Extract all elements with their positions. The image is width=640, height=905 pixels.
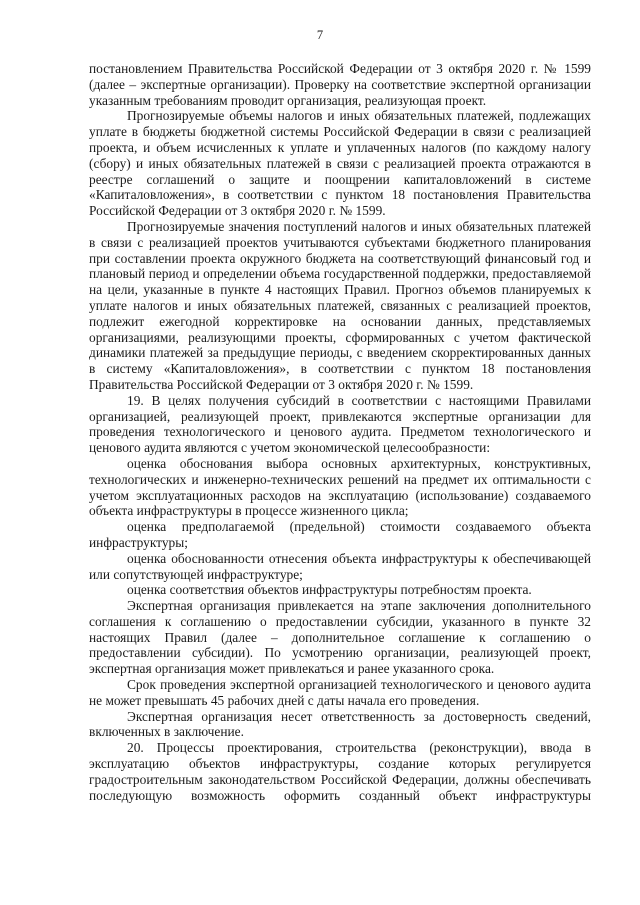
paragraph: постановлением Правительства Российской Федерации от 3 октября 2020 г. № 1599 (далее – экспертные организации). Проверку на соответствие экспертной организации указанным требованиям проводит организация, реализующая проект. bbox=[89, 61, 591, 108]
paragraph: Экспертная организация привлекается на этапе заключения дополнительного соглашения к соглашению о предоставлении субсидии, указанного в пункте 32 настоящих Правил (далее – дополнительное соглашение к соглашению о предоставлении субсидии). По усмотрению организации, реализующей проект, экспертная организация может привлекаться и ранее указанного срока. bbox=[89, 598, 591, 677]
paragraph: Прогнозируемые объемы налогов и иных обязательных платежей, подлежащих уплате в бюджеты бюджетной системы Российской Федерации в связи с реализацией проекта, и объем исчисленных к уплате и уплаченных налогов (по каждому налогу (сбору) и иных обязательных платежей в связи с реализацией проекта отражаются в реестре соглашений о защите и поощрении капиталовложений в системе «Капиталовложения», в соответствии с пунктом 18 постановления Правительства Российской Федерации от 3 октября 2020 г. № 1599. bbox=[89, 108, 591, 219]
document-body bbox=[89, 61, 591, 803]
page-number: 7 bbox=[316, 28, 324, 42]
paragraph: оценка предполагаемой (предельной) стоимости создаваемого объекта инфраструктуры; bbox=[89, 519, 591, 550]
paragraph: оценка обоснованности отнесения объекта инфраструктуры к обеспечивающей или сопутствующей инфраструктуре; bbox=[89, 550, 591, 582]
paragraph: 19. В целях получения субсидий в соответствии с настоящими Правилами организацией, реализующей проект, привлекаются экспертные организации для проведения технологического и ценового аудита. Предметом технологического и ценового аудита являются с учетом экономической целесообразности: bbox=[89, 392, 591, 456]
paragraph: 20. Процессы проектирования, строительства (реконструкции), ввода в эксплуатацию объектов инфраструктуры, создание которых регулируется градостроительным законодательством Российской Федерации, должны обеспечивать последующую возможность оформить созданный объект инфраструктуры bbox=[89, 740, 591, 803]
paragraph: Экспертная организация несет ответственность за достоверность сведений, включенных в заключение. bbox=[89, 708, 591, 740]
paragraph: Прогнозируемые значения поступлений налогов и иных обязательных платежей в связи с реализацией проектов учитываются субъектами бюджетного планирования при составлении проекта окружного бюджета на соответствующий финансовый год и плановый период и определении объема государственной поддержки, предоставляемой на цели, указанные в пункте 4 настоящих Правил. Прогноз объемов планируемых к уплате налогов и иных обязательных платежей, связанных с реализацией проектов, подлежит ежегодной корректировке на основании данных, представляемых организациями, реализующими проекты, сформированных с учетом фактической динамики платежей за предыдущие периоды, с введением скорректированных данных в систему «Капиталовложения», в соответствии с пунктом 18 постановления Правительства Российской Федерации от 3 октября 2020 г. № 1599. bbox=[89, 218, 591, 392]
paragraph: оценка обоснования выбора основных архитектурных, конструктивных, технологических и инженерно-технических решений на предмет их оптимальности с учетом эксплуатационных расходов на эксплуатацию (использование) создаваемого объекта инфраструктуры в процессе жизненного цикла; bbox=[89, 455, 591, 519]
paragraph: Срок проведения экспертной организацией технологического и ценового аудита не может превышать 45 рабочих дней с даты начала его проведения. bbox=[89, 677, 591, 708]
paragraph: оценка соответствия объектов инфраструктуры потребностям проекта. bbox=[127, 582, 532, 598]
